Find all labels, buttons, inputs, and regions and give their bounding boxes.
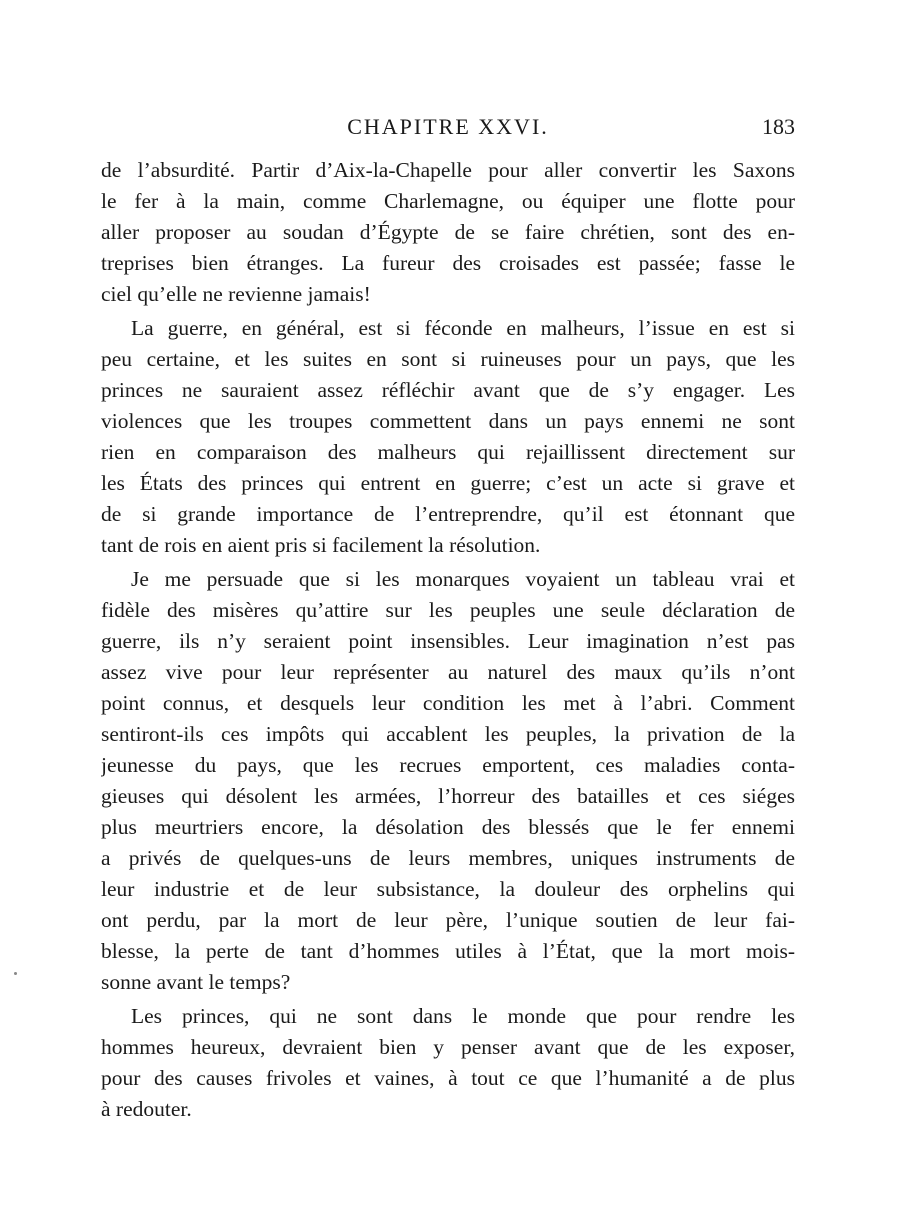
text-line: pour des causes frivoles et vaines, à tout ce que l’humanité a de plus: [101, 1066, 795, 1090]
page-number: 183: [762, 114, 795, 139]
text-line: ciel qu’elle ne revienne jamais!: [101, 282, 371, 306]
paragraph: [101, 313, 795, 561]
text-line: tant de rois en aient pris si facilement la résolution.: [101, 533, 541, 557]
text-line: aller proposer au soudan d’Égypte de se faire chrétien, sont des en-: [101, 220, 795, 244]
text-line: rien en comparaison des malheurs qui rejaillissent directement sur: [101, 440, 795, 464]
body-text: [101, 155, 795, 1125]
text-line: assez vive pour leur représenter au naturel des maux qu’ils n’ont: [101, 660, 795, 684]
paragraph: [101, 564, 795, 998]
running-head: [101, 111, 795, 143]
text-line: hommes heureux, devraient bien y penser avant que de les exposer,: [101, 1035, 795, 1059]
text-line: peu certaine, et les suites en sont si ruineuses pour un pays, que les: [101, 347, 795, 371]
text-line: Je me persuade que si les monarques voyaient un tableau vrai et: [131, 567, 795, 591]
text-line: leur industrie et de leur subsistance, la douleur des orphelins qui: [101, 877, 795, 901]
paragraph: [101, 155, 795, 310]
text-line: de si grande importance de l’entreprendre, qu’il est étonnant que: [101, 502, 795, 526]
text-line: guerre, ils n’y seraient point insensibles. Leur imagination n’est pas: [101, 629, 795, 653]
text-line: le fer à la main, comme Charlemagne, ou équiper une flotte pour: [101, 189, 795, 213]
margin-mark: [14, 972, 17, 975]
text-line: plus meurtriers encore, la désolation des blessés que le fer ennemi: [101, 815, 795, 839]
text-line: fidèle des misères qu’attire sur les peuples une seule déclaration de: [101, 598, 795, 622]
text-line: de l’absurdité. Partir d’Aix-la-Chapelle pour aller convertir les Saxons: [101, 158, 795, 182]
text-line: à redouter.: [101, 1097, 192, 1121]
text-line: sentiront-ils ces impôts qui accablent les peuples, la privation de la: [101, 722, 795, 746]
text-line: sonne avant le temps?: [101, 970, 291, 994]
chapter-title: CHAPITRE XXVI.: [347, 114, 549, 139]
paragraph: [101, 1001, 795, 1125]
text-line: princes ne sauraient assez réfléchir avant que de s’y engager. Les: [101, 378, 795, 402]
text-line: gieuses qui désolent les armées, l’horreur des batailles et ces siéges: [101, 784, 795, 808]
text-line: violences que les troupes commettent dans un pays ennemi ne sont: [101, 409, 795, 433]
text-line: La guerre, en général, est si féconde en malheurs, l’issue en est si: [131, 316, 795, 340]
text-line: point connus, et desquels leur condition les met à l’abri. Comment: [101, 691, 795, 715]
text-line: ont perdu, par la mort de leur père, l’unique soutien de leur fai-: [101, 908, 795, 932]
text-line: les États des princes qui entrent en guerre; c’est un acte si grave et: [101, 471, 795, 495]
text-line: treprises bien étranges. La fureur des croisades est passée; fasse le: [101, 251, 795, 275]
text-line: a privés de quelques-uns de leurs membres, uniques instruments de: [101, 846, 795, 870]
text-line: jeunesse du pays, que les recrues emportent, ces maladies conta-: [101, 753, 795, 777]
text-line: Les princes, qui ne sont dans le monde que pour rendre les: [131, 1004, 795, 1028]
text-line: blesse, la perte de tant d’hommes utiles à l’État, que la mort mois-: [101, 939, 795, 963]
